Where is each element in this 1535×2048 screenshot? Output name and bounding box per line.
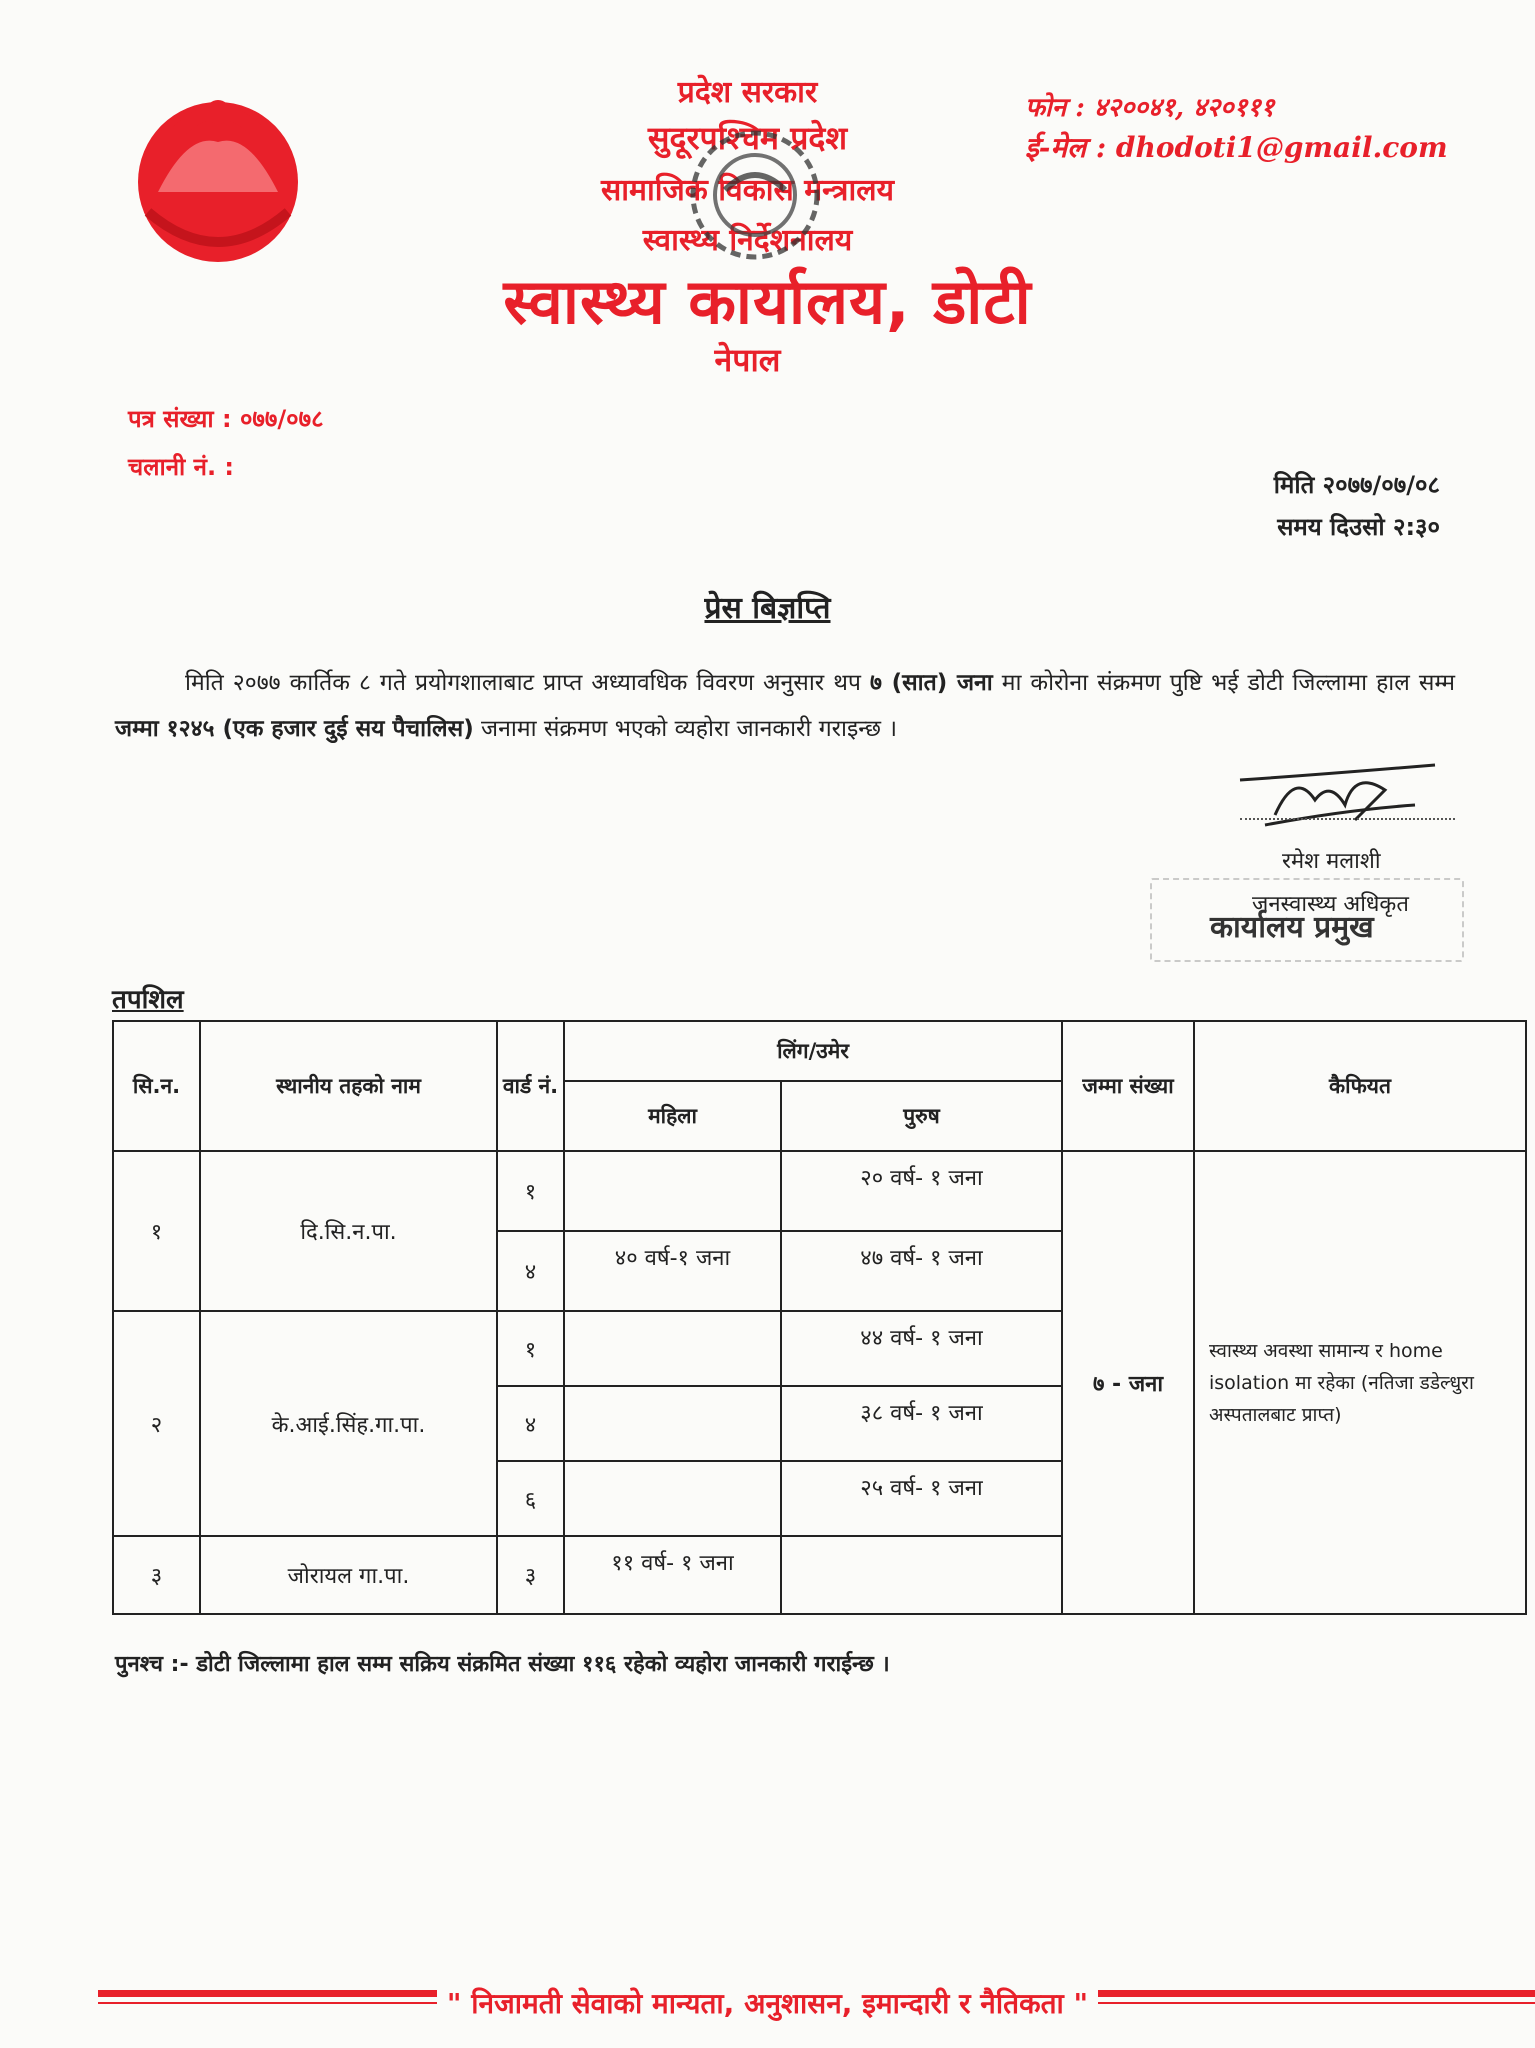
- body-bold-total-cases: जम्मा १२४५ (एक हजार दुई सय पैचालिस): [115, 716, 474, 742]
- notice-title: प्रेस बिज्ञप्ति: [704, 591, 831, 626]
- cell-ward: ३: [497, 1536, 564, 1614]
- cell-female: ४० वर्ष-१ जना: [564, 1231, 781, 1311]
- cases-table: [112, 1020, 1527, 1615]
- cell-female: [564, 1311, 781, 1386]
- col-local-level: स्थानीय तहको नाम: [200, 1021, 497, 1151]
- country-name: नेपाल: [714, 341, 781, 379]
- cell-male: [781, 1536, 1062, 1614]
- notice-body: [115, 660, 1455, 752]
- cell-sn: १: [113, 1151, 200, 1311]
- header-line-directorate: स्वास्थ्य निर्देशनालय: [642, 223, 853, 258]
- cell-ward: १: [497, 1311, 564, 1386]
- col-remarks: कैफियत: [1194, 1021, 1526, 1151]
- dispatch-number: चलानी नं. :: [128, 453, 235, 481]
- header-line-province-govt: प्रदेश सरकार: [677, 75, 818, 110]
- col-male: पुरुष: [781, 1081, 1062, 1151]
- col-ward: वार्ड नं.: [497, 1021, 564, 1151]
- details-heading: तपशिल: [112, 985, 184, 1015]
- cell-local: जोरायल गा.पा.: [200, 1536, 497, 1614]
- letter-time: समय दिउसो २:३०: [1277, 513, 1440, 541]
- table-row: [113, 1151, 1526, 1231]
- body-bold-new-cases: ७ (सात) जना: [869, 670, 993, 696]
- signature-icon: [1235, 760, 1445, 835]
- cell-ward: १: [497, 1151, 564, 1231]
- footer-motto-wrap: [0, 1984, 1535, 2022]
- cell-male: २० वर्ष- १ जना: [781, 1151, 1062, 1231]
- cell-male: २५ वर्ष- १ जना: [781, 1461, 1062, 1536]
- body-part-3: जनामा संक्रमण भएको व्यहोरा जानकारी गराइन्छ ।: [473, 716, 898, 742]
- office-name: स्वास्थ्य कार्यालय, डोटी: [503, 265, 1032, 338]
- cell-ward: ४: [497, 1231, 564, 1311]
- cell-remarks: स्वास्थ्य अवस्था सामान्य र home isolation मा रहेका (नतिजा डडेल्धुरा अस्पतालबाट प्राप्त): [1194, 1151, 1526, 1614]
- email-address: ई-मेल : dhodoti1@gmail.com: [1025, 131, 1448, 164]
- body-part-2: मा कोरोना संक्रमण पुष्टि भई डोटी जिल्लामा हाल सम्म: [992, 670, 1456, 696]
- cell-sn: ३: [113, 1536, 200, 1614]
- cell-total: ७ - जना: [1062, 1151, 1194, 1614]
- cell-ward: ६: [497, 1461, 564, 1536]
- office-chief-seal: कार्यालय प्रमुख: [1210, 910, 1374, 945]
- cell-female: [564, 1461, 781, 1536]
- cell-male: ४४ वर्ष- १ जना: [781, 1311, 1062, 1386]
- cell-local: के.आई.सिंह.गा.पा.: [200, 1311, 497, 1536]
- col-sn: सि.न.: [113, 1021, 200, 1151]
- signature-line: [1240, 818, 1455, 820]
- postscript: पुनश्च :- डोटी जिल्लामा हाल सम्म सक्रिय संक्रमित संख्या ११६ रहेको व्यहोरा जानकारी गराईन्छ ।: [115, 1652, 890, 1677]
- header-line-province: सुदूरपश्चिम प्रदेश: [647, 119, 848, 157]
- signer-designation: जनस्वास्थ्य अधिकृत: [1252, 892, 1409, 917]
- reference-number: पत्र संख्या : ०७७/०७८: [128, 405, 324, 433]
- round-stamp-icon: [675, 120, 835, 270]
- col-gender-age: लिंग/उमेर: [564, 1021, 1062, 1081]
- body-part-1: मिति २०७७ कार्तिक ८ गते प्रयोगशालाबाट प्राप्त अध्यावधिक विवरण अनुसार थप: [185, 670, 870, 696]
- cell-male: ४७ वर्ष- १ जना: [781, 1231, 1062, 1311]
- cell-male: ३८ वर्ष- १ जना: [781, 1386, 1062, 1461]
- header-line-ministry: सामाजिक विकास मन्त्रालय: [600, 173, 895, 208]
- signer-name: रमेश मलाशी: [1282, 849, 1381, 874]
- cell-sn: २: [113, 1311, 200, 1536]
- cell-female: ११ वर्ष- १ जना: [564, 1536, 781, 1614]
- letter-date: मिति २०७७/०७/०८: [1273, 471, 1440, 499]
- cell-female: [564, 1386, 781, 1461]
- footer-motto: " निजामती सेवाको मान्यता, अनुशासन, इमान्दारी र नैतिकता ": [437, 1987, 1098, 2020]
- cell-ward: ४: [497, 1386, 564, 1461]
- phone-number: फोन : ४२००४१, ४२०१११: [1025, 93, 1275, 123]
- cell-female: [564, 1151, 781, 1231]
- cell-local: दि.सि.न.पा.: [200, 1151, 497, 1311]
- col-total: जम्मा संख्या: [1062, 1021, 1194, 1151]
- col-female: महिला: [564, 1081, 781, 1151]
